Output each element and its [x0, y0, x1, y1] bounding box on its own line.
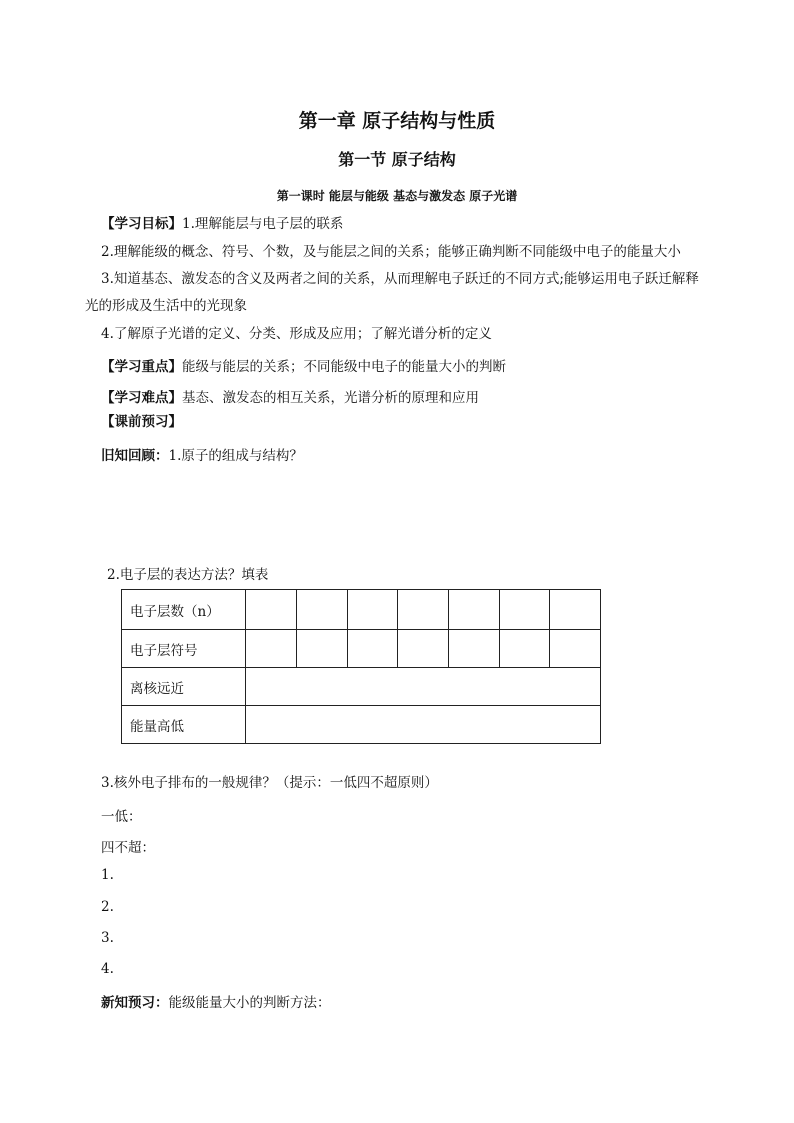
row-label-energy: 能量高低: [122, 706, 246, 744]
difficulties-text: 基态、激发态的相互关系，光谱分析的原理和应用: [182, 390, 479, 406]
difficulties-line: [101, 386, 479, 406]
new-preview-line: [101, 991, 331, 1011]
objective-4: 4.了解原子光谱的定义、分类、形成及应用；了解光谱分析的定义: [101, 326, 492, 342]
table-row: [122, 706, 601, 744]
blank-cell[interactable]: [347, 630, 398, 668]
rule-four-not-exceed: 四不超：: [101, 840, 155, 856]
key-points-text: 能级与能层的关系；不同能级中电子的能量大小的判断: [182, 359, 506, 375]
preview-tag: 【课前预习】: [101, 414, 182, 430]
objective-3-line1: 3.知道基态、激发态的含义及两者之间的关系，从而理解电子跃迁的不同方式;能够运用电子跃迁解释: [101, 271, 699, 287]
question-3: 3.核外电子排布的一般规律？（提示：一低四不超原则）: [101, 775, 438, 791]
key-points-tag: 【学习重点】: [101, 359, 182, 375]
blank-cell[interactable]: [297, 630, 348, 668]
table-row: [122, 668, 601, 706]
objectives-tag: 【学习目标】: [101, 216, 182, 232]
blank-cell[interactable]: [499, 590, 550, 630]
question-2: 2.电子层的表达方法？填表: [107, 567, 269, 583]
answer-number-4: 4.: [101, 961, 114, 977]
chapter-title: 第一章 原子结构与性质: [298, 110, 496, 132]
answer-number-2: 2.: [101, 899, 114, 915]
blank-cell[interactable]: [246, 630, 297, 668]
objective-2: 2.理解能级的概念、符号、个数，及与能层之间的关系；能够正确判断不同能级中电子的能量大小: [101, 244, 681, 260]
blank-cell[interactable]: [448, 590, 499, 630]
key-points-line: [101, 355, 506, 375]
objective-3-line2: 光的形成及生活中的光现象: [85, 298, 247, 314]
blank-wide-cell[interactable]: [246, 706, 601, 744]
blank-cell[interactable]: [448, 630, 499, 668]
row-label-distance: 离核远近: [122, 668, 246, 706]
blank-cell[interactable]: [550, 630, 601, 668]
objectives-line: [101, 212, 343, 232]
new-preview-text: 能级能量大小的判断方法：: [168, 995, 331, 1011]
answer-number-1: 1.: [101, 867, 114, 883]
table-row: [122, 630, 601, 668]
section-title: 第一节 原子结构: [338, 150, 456, 169]
row-label-shell-number: 电子层数（n）: [122, 590, 246, 630]
lesson-title: 第一课时 能层与能级 基态与激发态 原子光谱: [276, 189, 518, 203]
review-line: [101, 444, 303, 464]
blank-cell[interactable]: [499, 630, 550, 668]
blank-cell[interactable]: [297, 590, 348, 630]
electron-shell-table: [121, 589, 601, 744]
blank-cell[interactable]: [398, 590, 449, 630]
objective-1: 1.理解能层与电子层的联系: [182, 216, 344, 232]
blank-wide-cell[interactable]: [246, 668, 601, 706]
review-tag: 旧知回顾：: [101, 448, 169, 464]
blank-cell[interactable]: [347, 590, 398, 630]
review-question-1: 1.原子的组成与结构？: [168, 448, 303, 464]
rule-one-low: 一低：: [101, 809, 142, 825]
difficulties-tag: 【学习难点】: [101, 390, 182, 406]
answer-number-3: 3.: [101, 930, 114, 946]
blank-cell[interactable]: [398, 630, 449, 668]
table-row: [122, 590, 601, 630]
row-label-shell-symbol: 电子层符号: [122, 630, 246, 668]
blank-cell[interactable]: [246, 590, 297, 630]
blank-cell[interactable]: [550, 590, 601, 630]
new-preview-tag: 新知预习：: [101, 995, 169, 1011]
